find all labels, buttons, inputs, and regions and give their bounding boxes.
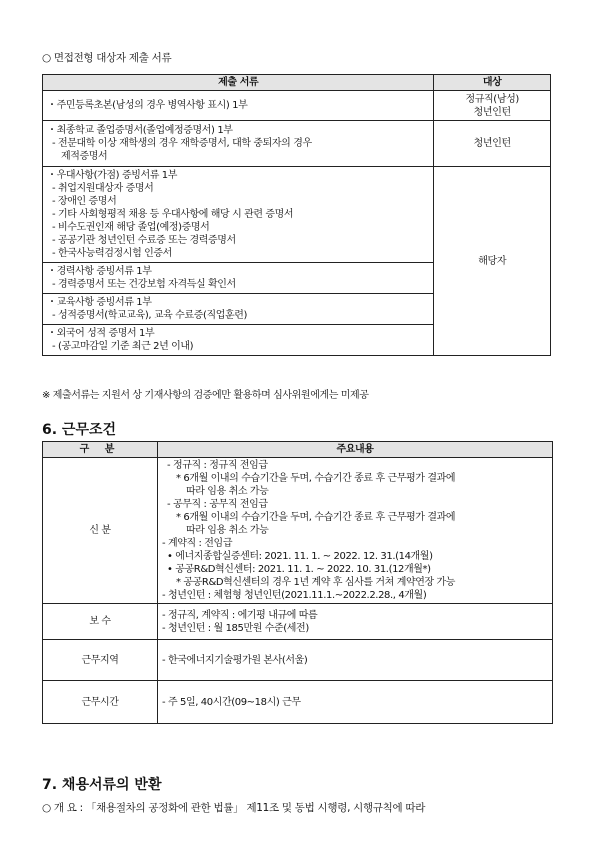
row-language-docs: ・외국어 성적 증명서 1부 - (공고마감일 기준 최근 2년 이내) (43, 325, 434, 356)
working-conditions-table (42, 441, 553, 724)
target-cell-2: 청년인턴 (434, 121, 551, 167)
status-content: - 정규직 : 정규직 전임급 * 6개월 이내의 수습기간을 두며, 수습기간 종료 후 근무평가 결과에 따라 임용 취소 가능 - 공무직 : 공무직 전임급 * 6개월 이내의 수습기간을 두며, 수습기간 종료 후 근무평가 결과에 따라 임용 취소 가능 - 계약직 : 전임급 • 에너지종합실증센터: 2021. 11. 1. ~ 2022. 12. 31.(14개월) • 공공R&D혁신센터: 2021. 11. 1. ~ 2022. 10. 31.(12개월*) * 공공R&D혁신센터의 경우 1년 계약 후 심사를 거쳐 계약연장 가능 - 청년인턴 : 체험형 청년인턴(2021.11.1.~2022.2.28., 4개월) (158, 458, 553, 604)
header-docs: 제출 서류 (43, 75, 434, 91)
section-7-overview: ○ 개 요 : 「채용절차의 공정화에 관한 법률」 제11조 및 동법 시행령, 시행규칙에 따라 (42, 802, 426, 814)
header-content: 주요내용 (158, 442, 553, 458)
label-status: 신 분 (43, 458, 158, 604)
label-pay: 보 수 (43, 604, 158, 640)
intro-line: ○ 면접전형 대상자 제출 서류 (42, 52, 172, 64)
submission-note: ※ 제출서류는 지원서 상 기재사항의 검증에만 활용하며 심사위원에게는 미제공 (42, 390, 369, 401)
section-7-heading: 7. 채용서류의 반환 (42, 777, 162, 793)
row-education-docs: ・교육사항 증빙서류 1부 - 성적증명서(학교교육), 교육 수료증(직업훈련) (43, 294, 434, 325)
header-category: 구 분 (43, 442, 158, 458)
target-cell-1: 정규직(남성) 청년인턴 (434, 91, 551, 121)
label-hours: 근무시간 (43, 681, 158, 724)
hours-content: - 주 5일, 40시간(09~18시) 근무 (158, 681, 553, 724)
row-resident-register: ・주민등록초본(남성의 경우 병역사항 표시) 1부 (43, 91, 434, 121)
submission-docs-table (42, 74, 551, 356)
label-location: 근무지역 (43, 640, 158, 681)
location-content: - 한국에너지기술평가원 본사(서울) (158, 640, 553, 681)
row-graduation-cert: ・최종학교 졸업증명서(졸업예정증명서) 1부 - 전문대학 이상 재학생의 경우 재학증명서, 대학 중퇴자의 경우 제적증명서 (43, 121, 434, 167)
target-cell-merged: 해당자 (434, 167, 551, 356)
pay-content: - 정규직, 계약직 : 에기평 내규에 따름 - 청년인턴 : 월 185만원 수준(세전) (158, 604, 553, 640)
row-career-docs: ・경력사항 증빙서류 1부 - 경력증명서 또는 건강보험 자격득실 확인서 (43, 263, 434, 294)
row-preference-docs: ・우대사항(가점) 증빙서류 1부 - 취업지원대상자 증명서 - 장애인 증명서 - 기타 사회형평적 채용 등 우대사항에 해당 시 관련 증명서 - 비수도권인재 해당 졸업(예정)증명서 - 공공기관 청년인턴 수료증 또는 경력증명서 - 한국사능력검정시험 인증서 (43, 167, 434, 263)
header-target: 대상 (434, 75, 551, 91)
section-6-heading: 6. 근무조건 (42, 422, 117, 438)
